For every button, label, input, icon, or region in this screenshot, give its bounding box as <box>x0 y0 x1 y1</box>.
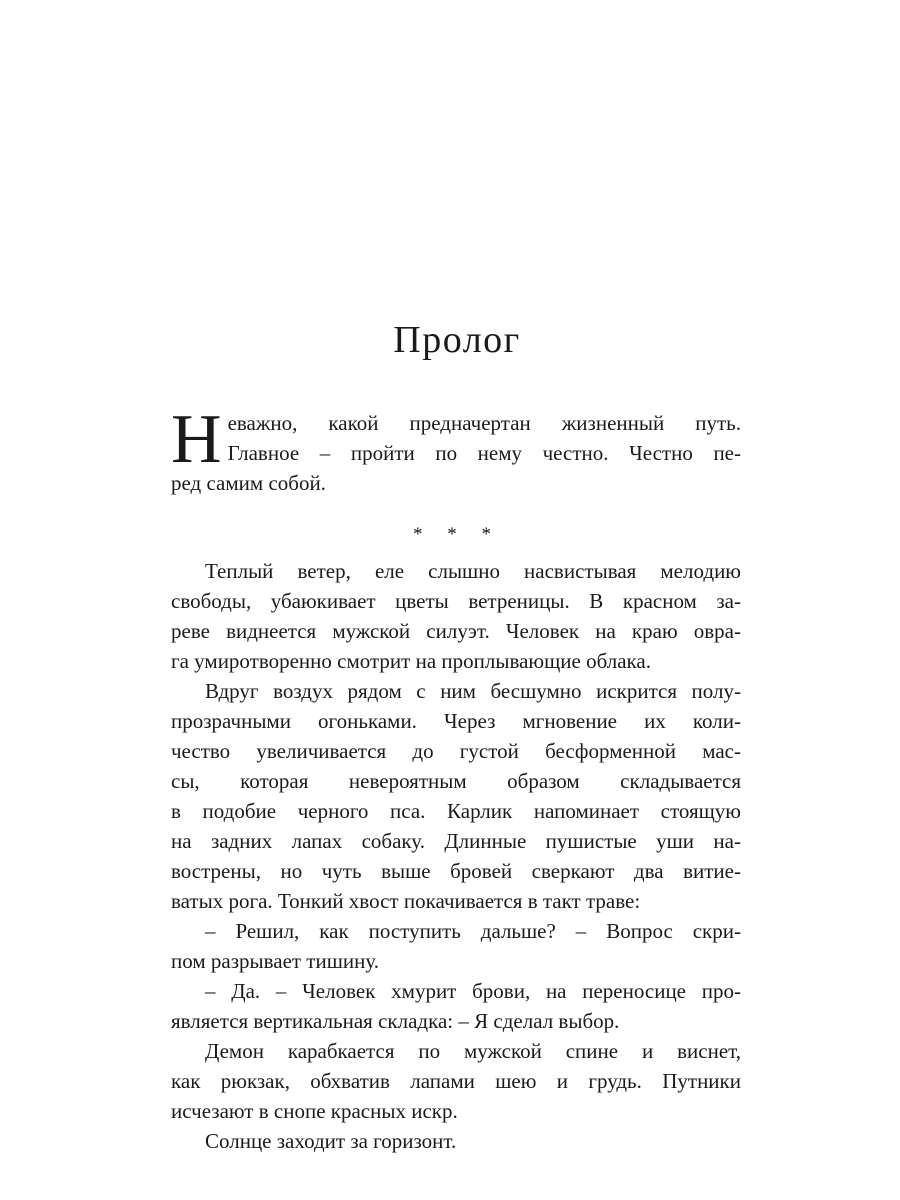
paragraph-line: ватых рога. Тонкий хвост покачивается в такт траве: <box>171 889 641 913</box>
chapter-title: Пролог <box>393 319 521 361</box>
paragraph-line: чество увеличивается до густой бесформенной мас- <box>171 739 741 763</box>
paragraph-line: сы, которая невероятным образом складывается <box>171 769 741 793</box>
paragraph-line: прозрачными огоньками. Через мгновение их коли- <box>171 709 741 733</box>
body-text <box>171 556 741 1156</box>
paragraph-line: – Да. – Человек хмурит брови, на переносице про- <box>205 979 741 1003</box>
paragraph-line: свободы, убаюкивает цветы ветреницы. В красном за- <box>171 589 741 613</box>
epigraph-line: еважно, какой предначертан жизненный путь. <box>227 411 741 435</box>
paragraph-line: исчезают в снопе красных искр. <box>171 1099 458 1123</box>
paragraph-line: Вдруг воздух рядом с ним бесшумно искрится полу- <box>205 679 741 703</box>
paragraph-line: Теплый ветер, еле слышно насвистывая мелодию <box>205 559 741 583</box>
epigraph-line: Главное – пройти по нему честно. Честно пе- <box>227 441 741 465</box>
drop-cap: Н <box>171 401 222 478</box>
paragraph-line: Демон карабкается по мужской спине и виснет, <box>205 1039 741 1063</box>
paragraph-line: реве виднеется мужской силуэт. Человек на краю овра- <box>171 619 741 643</box>
paragraph-line: в подобие черного пса. Карлик напоминает стоящую <box>171 799 741 823</box>
paragraph-line: Солнце заходит за горизонт. <box>205 1129 457 1153</box>
paragraph-line: как рюкзак, обхватив лапами шею и грудь. Путники <box>171 1069 741 1093</box>
section-separator: * * * <box>413 524 501 545</box>
paragraph-line: га умиротворенно смотрит на проплывающие облака. <box>171 649 652 673</box>
paragraph-line: вострены, но чуть выше бровей сверкают два витие- <box>171 859 741 883</box>
paragraph-line: – Решил, как поступить дальше? – Вопрос скри- <box>205 919 741 943</box>
paragraph-line: на задних лапах собаку. Длинные пушистые уши на- <box>171 829 741 853</box>
paragraph-line: пом разрывает тишину. <box>171 949 380 973</box>
epigraph <box>171 401 741 498</box>
paragraph-line: является вертикальная складка: – Я сделал выбор. <box>171 1009 620 1033</box>
epigraph-line: ред самим собой. <box>171 471 326 495</box>
